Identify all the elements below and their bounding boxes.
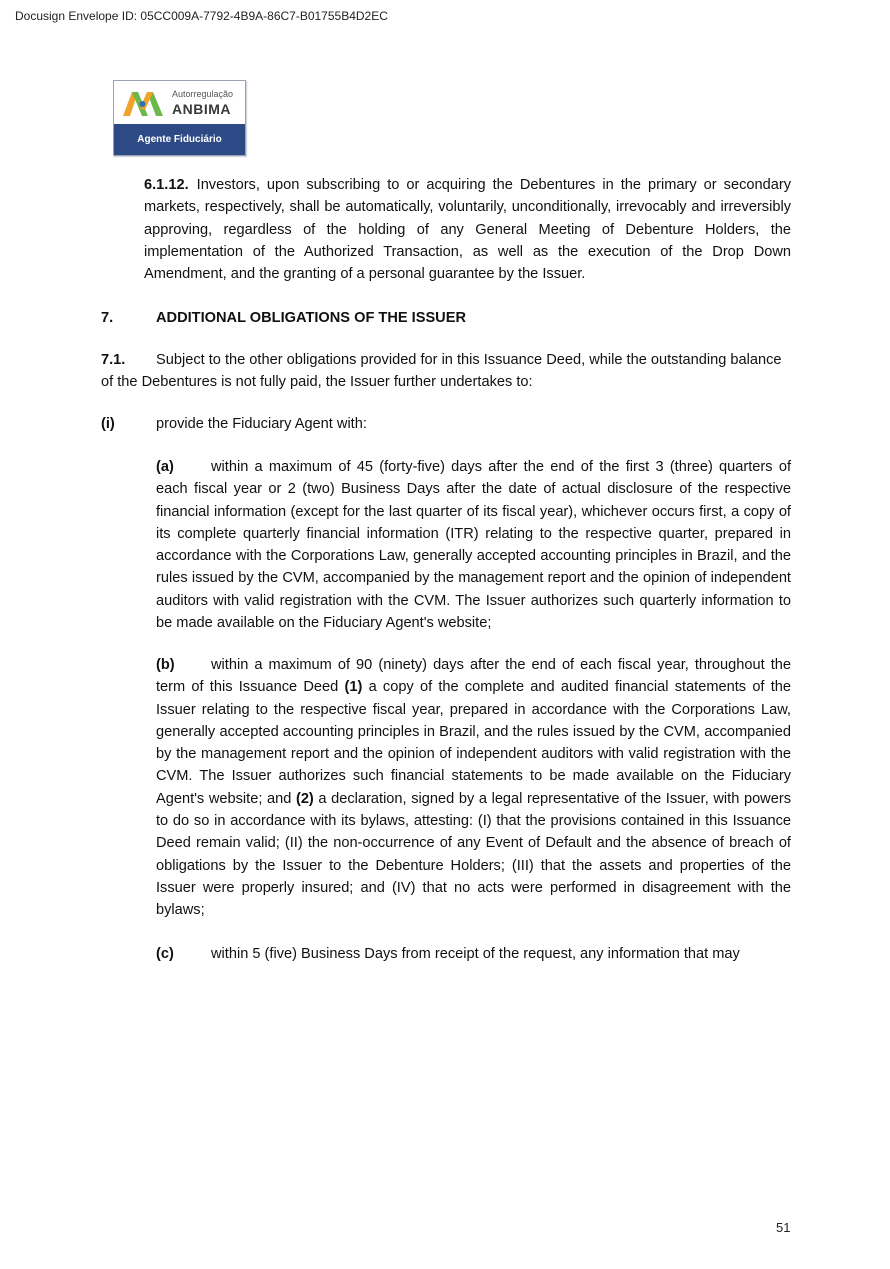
page-number: 51	[776, 1220, 791, 1235]
item-text-part-2: a copy of the complete and audited financial statements of the Issuer relating to the respective fiscal year, prepared in accordance with the Corporations Law, generally accepted accounting principles in Brazil, and the rules issued by the CVM, accompanied by the management report and the opinion of independent auditors with valid registration with the CVM. The Issuer authorizes such financial statements to be made available on the Fiduciary Agent's website; and	[156, 679, 791, 807]
logo-name: ANBIMA	[172, 101, 231, 117]
item-marker-2: (2)	[295, 790, 314, 807]
docusign-envelope-id: Docusign Envelope ID: 05CC009A-7792-4B9A-86C7-B01755B4D2EC	[15, 9, 388, 23]
item-a	[156, 456, 791, 634]
item-text: provide the Fiduciary Agent with:	[156, 416, 367, 432]
clause-number: 7.1.	[101, 352, 126, 368]
item-number: (i)	[101, 416, 115, 432]
item-marker-1: (1)	[344, 679, 363, 696]
item-text: within a maximum of 45 (forty-five) days after the end of the first 3 (three) quarters of each fiscal year or 2 (two) Business Days after the date of actual disclosure of the respective financial information (except for the last quarter of its fiscal year), whichever occurs first, a copy of its complete quarterly financial information (ITR) relating to the respective quarter, prepared in accordance with the Corporations Law, generally accepted accounting principles in Brazil, and the rules issued by the CVM, accompanied by the management report and the opinion of independent auditors with valid registration with the CVM. The Issuer authorizes such quarterly information to be made available on the Fiduciary Agent's website;	[156, 459, 791, 632]
clause-text: Investors, upon subscribing to or acquiring the Debentures in the primary or secondary markets, respectively, shall be automatically, voluntarily, unconditionally, irrevocably and irreversibly approving, regardless of the holding of any General Meeting of Debenture Holders, the implementation of the Authorized Transaction, as well as the execution of the Drop Down Amendment, and the granting of a personal guarantee by the Issuer.	[144, 177, 791, 283]
clause-6-1-12	[144, 174, 791, 285]
item-i	[101, 413, 791, 435]
anbima-mark-icon	[123, 90, 163, 116]
logo-top	[114, 81, 245, 126]
clause-number: 6.1.12.	[144, 177, 189, 193]
item-number: (a)	[156, 459, 174, 475]
item-b	[156, 654, 791, 922]
anbima-logo	[113, 80, 246, 156]
item-text: within 5 (five) Business Days from receipt of the request, any information that may	[211, 946, 740, 962]
item-text-part-3: a declaration, signed by a legal representative of the Issuer, with powers to do so in accordance with its bylaws, attesting: (I) that the provisions contained in this Issuance Deed remain valid; (II) the non-occurrence of any Event of Default and the absence of breach of obligations by the Issuer to the Debenture Holders; (III) that the assets and properties of the Issuer were properly insured; and (IV) that no acts were performed in disagreement with the bylaws;	[156, 790, 791, 919]
item-number: (c)	[156, 946, 174, 962]
item-number: (b)	[156, 657, 175, 673]
item-c	[156, 943, 791, 965]
section-number: 7.	[101, 310, 114, 326]
clause-text: Subject to the other obligations provided for in this Issuance Deed, while the outstanding balance of the Debentures is not fully paid, the Issuer further undertakes to:	[101, 352, 782, 391]
item-text-part-1: within a maximum of 90 (ninety) days after the end of each fiscal year, throughout the term of this Issuance Deed	[156, 657, 791, 696]
section-title: ADDITIONAL OBLIGATIONS OF THE ISSUER	[156, 310, 466, 326]
logo-band-label: Agente Fiduciário	[114, 124, 245, 155]
section-heading	[101, 307, 466, 329]
logo-subtitle: Autorregulação	[172, 89, 234, 99]
clause-7-1	[101, 349, 791, 394]
